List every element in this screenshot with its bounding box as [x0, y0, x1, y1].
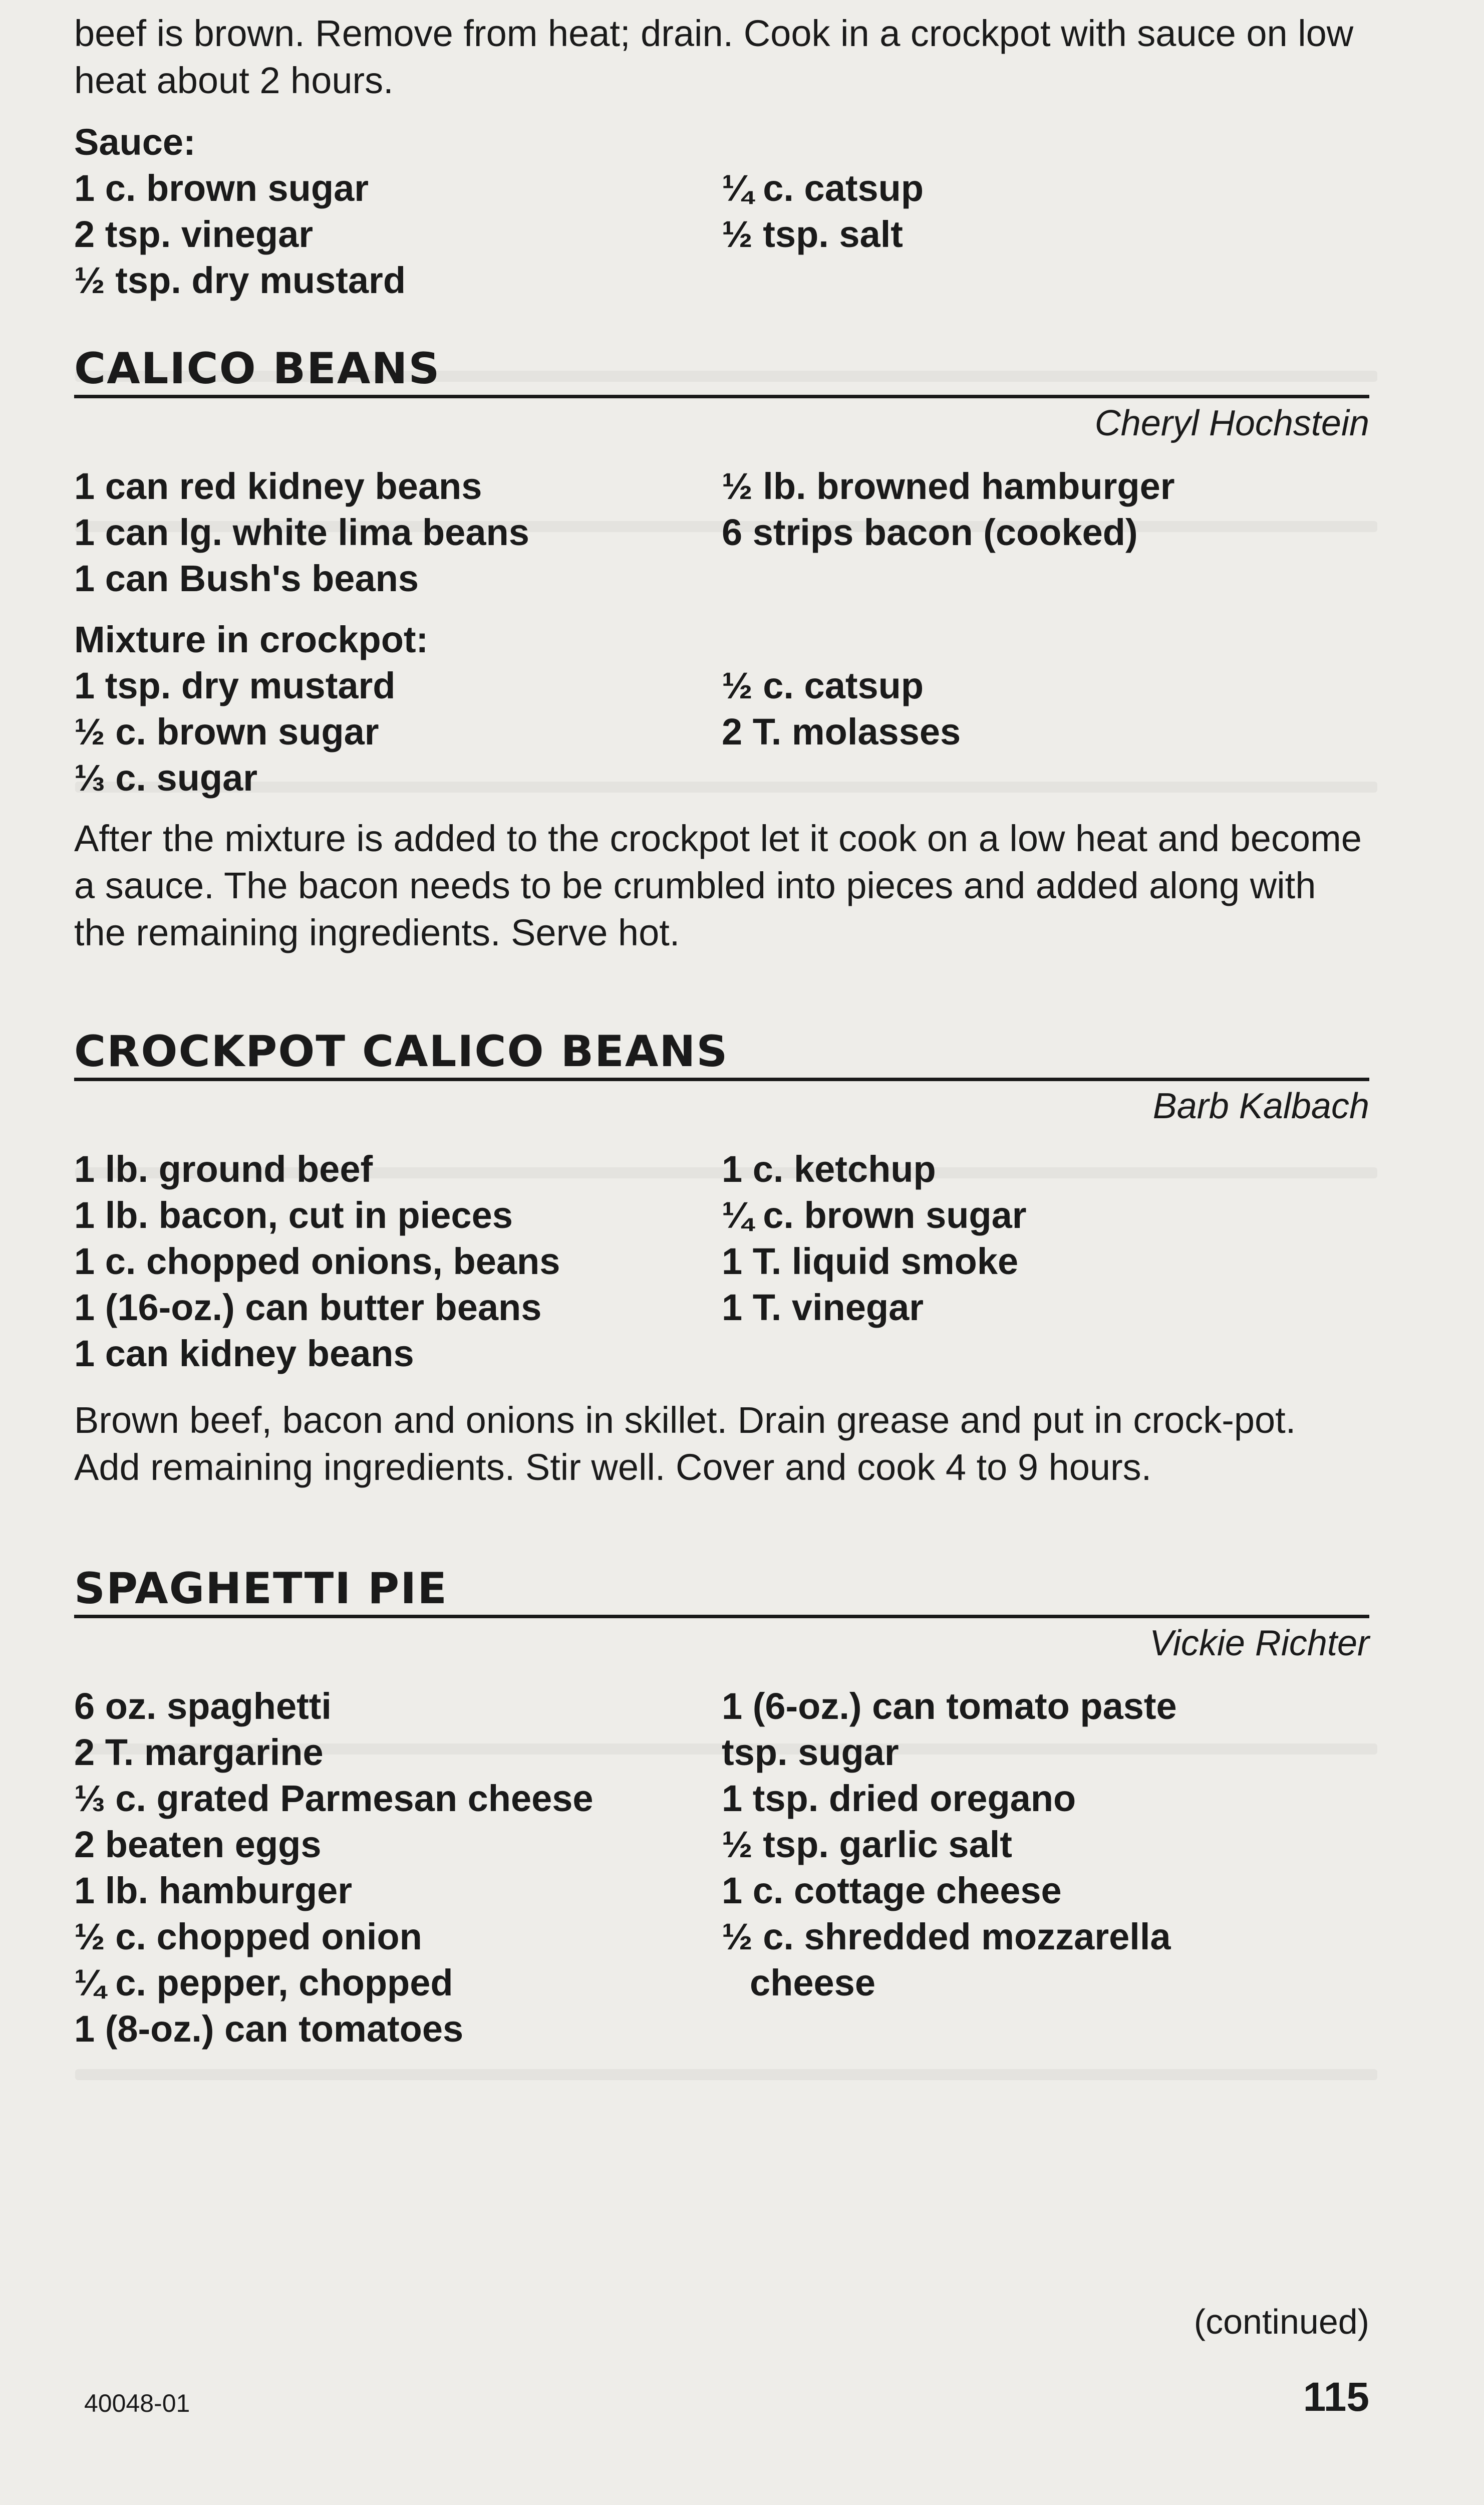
recipe-page [74, 10, 1369, 2052]
ingredient: 6 oz. spaghetti [74, 1685, 332, 1727]
recipe-author: Barb Kalbach [1152, 1086, 1369, 1126]
ingredient: 2 T. molasses [722, 711, 961, 753]
recipe-spaghetti-pie [74, 1564, 1369, 2052]
ingredient: 1 c. chopped onions, beans [74, 1240, 560, 1282]
ingredients-left-column [74, 1146, 722, 1377]
ingredient: 1 can Bush's beans [74, 558, 419, 599]
ingredient: 1 tsp. dry mustard [74, 665, 396, 706]
mixture-left-column [74, 663, 722, 801]
page-number: 115 [1303, 2374, 1369, 2420]
ingredient: 1 (6-oz.) can tomato paste [722, 1685, 1177, 1727]
sauce-right-column [722, 165, 1369, 304]
ingredients-right-column [722, 463, 1369, 602]
recipe-title: CROCKPOT CALICO BEANS [74, 1027, 1369, 1081]
ingredient: tsp. sugar [722, 1731, 899, 1773]
ingredients [74, 1683, 1369, 2052]
ingredients-left-column [74, 1683, 722, 2052]
sauce-left-column [74, 165, 722, 304]
recipe-author: Vickie Richter [1149, 1623, 1369, 1663]
ingredient: 1 c. cottage cheese [722, 1870, 1062, 1911]
recipe-crockpot-calico-beans [74, 1027, 1369, 1491]
ingredient: 2 beaten eggs [74, 1824, 322, 1865]
ingredient: ½ tsp. garlic salt [722, 1824, 1012, 1865]
ingredient: ⅓ c. sugar [74, 757, 258, 799]
sauce-ingredients [74, 165, 1369, 304]
mixture-right-column [722, 663, 1369, 801]
ingredient: ½ lb. browned hamburger [722, 465, 1175, 507]
sauce-label: Sauce: [74, 121, 196, 163]
ingredient: 1 lb. bacon, cut in pieces [74, 1194, 513, 1236]
ingredient: ½ tsp. salt [722, 213, 903, 255]
continued-note: (continued) [1194, 2302, 1369, 2341]
ingredient: 1 c. ketchup [722, 1148, 936, 1190]
ingredient: 1 lb. ground beef [74, 1148, 373, 1190]
ingredient: ¼ c. brown sugar [722, 1194, 1027, 1236]
recipe-author: Cheryl Hochstein [1094, 403, 1369, 443]
mixture-ingredients [74, 663, 1369, 801]
ingredient: 1 lb. hamburger [74, 1870, 353, 1911]
recipe-directions: After the mixture is added to the crockpot let it cook on a low heat and become a sauce. The bacon needs to be crumbled into pieces and added along with the remaining ingredients. Serve hot. [74, 818, 1362, 953]
ingredient: ½ c. shredded mozzarella [722, 1916, 1171, 1957]
recipe-calico-beans [74, 344, 1369, 956]
ingredients-left-column [74, 463, 722, 602]
ingredient: ½ tsp. dry mustard [74, 260, 406, 301]
mixture-label: Mixture in crockpot: [74, 619, 429, 660]
ingredient: 1 T. liquid smoke [722, 1240, 1019, 1282]
ingredients-right-column [722, 1146, 1369, 1377]
ingredient: cheese [750, 1962, 875, 2003]
ingredient: ½ c. chopped onion [74, 1916, 422, 1957]
recipe-title: CALICO BEANS [74, 344, 1369, 398]
ingredient: 2 T. margarine [74, 1731, 324, 1773]
ingredient: ½ c. catsup [722, 665, 924, 706]
ingredient: ½ c. brown sugar [74, 711, 379, 753]
recipe-title: SPAGHETTI PIE [74, 1564, 1369, 1618]
book-code: 40048-01 [84, 2389, 190, 2417]
ingredient: ¼ c. catsup [722, 167, 924, 209]
ingredient: ⅓ c. grated Parmesan cheese [74, 1778, 593, 1819]
ingredient: 1 can lg. white lima beans [74, 512, 529, 553]
ingredient: 1 T. vinegar [722, 1287, 924, 1328]
ingredient: 2 tsp. vinegar [74, 213, 314, 255]
ingredient: 1 can kidney beans [74, 1333, 414, 1374]
intro-text: beef is brown. Remove from heat; drain. Cook in a crockpot with sauce on low heat about 2 hours. [74, 13, 1354, 101]
ingredients [74, 1146, 1369, 1377]
ingredients-right-column [722, 1683, 1369, 2052]
ingredients [74, 463, 1369, 602]
ingredient: 6 strips bacon (cooked) [722, 512, 1138, 553]
ingredient: ¼ c. pepper, chopped [74, 1962, 453, 2003]
ingredient: 1 (8-oz.) can tomatoes [74, 2008, 464, 2050]
ingredient: 1 (16-oz.) can butter beans [74, 1287, 542, 1328]
ingredient: 1 c. brown sugar [74, 167, 369, 209]
recipe-directions: Brown beef, bacon and onions in skillet. Drain grease and put in crock-pot. Add remaining ingredients. Stir well. Cover and cook 4 to 9 hours. [74, 1399, 1296, 1488]
ingredient: 1 can red kidney beans [74, 465, 482, 507]
bleed-through [75, 2069, 1377, 2080]
ingredient: 1 tsp. dried oregano [722, 1778, 1076, 1819]
